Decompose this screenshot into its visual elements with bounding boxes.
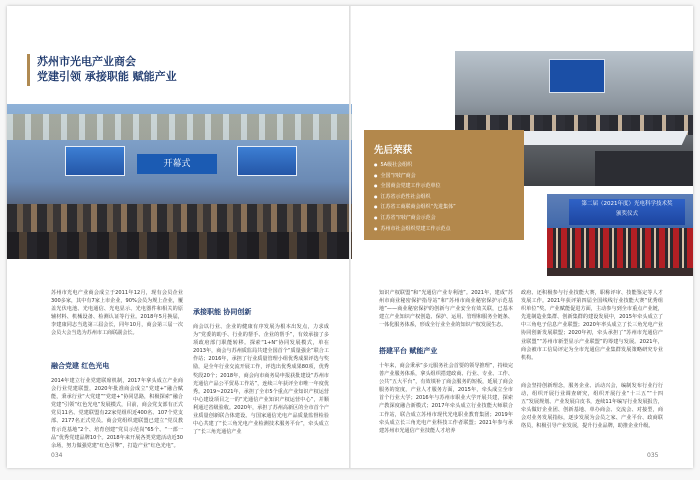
meeting-screen xyxy=(549,59,605,93)
ip-paragraph: 知识产权联盟”和“光通信产业专利池”。2021年，建成“苏州市商业秘密保护指导站”和“苏州市商业秘密保护示范基地”——商业秘密保护的创新与产业安全有效关联，已基本建立产业知识产权创造、保护、运用、管理和服务全链条、一体化服务体系，形成全行业全业的知识产权发展生态。 xyxy=(379,290,513,329)
innovation-paragraph: 商会坚持创新理念，服务企业、活动兴会，编制发布行业行行动，组织开展行业调查研究，组织开展行业“十三五”“十四五”发展规划、产业发展白皮书，连续11年编写行业发展报告，牵头做好企业团、创新基地、单办商会、交流会、对接型，商会对业务发展指标，逐步发展为会员之家、产业平台、政商联络员，积极引导产业发展，提升行业品牌，助推企业升级。 xyxy=(521,383,663,430)
honor-item: ● 全国商会党建工作示范单位 xyxy=(374,181,456,192)
title-accent-bar xyxy=(27,54,30,86)
award-banner-subtitle: 颁奖仪式 xyxy=(615,211,638,217)
article-title: 苏州市光电产业商会 xyxy=(37,55,136,68)
conference-photo xyxy=(7,104,352,259)
honors-list xyxy=(374,160,456,234)
article-subtitle: 党建引领 承接职能 赋能产业 xyxy=(37,70,177,83)
stage-banner: 开幕式 xyxy=(137,154,217,174)
page-number-right: 035 xyxy=(647,452,659,459)
honor-item: ● 5A级社会组织 xyxy=(374,160,456,171)
honor-item: ● 苏州市社会组织党建工作示范点 xyxy=(374,224,456,235)
section-heading-functions: 承接职能 协同创新 xyxy=(193,308,252,316)
functions-paragraph: 商会以行业、企业的健康有序发展为根本出发点，力求成为“党委的助手、行业的帮手、企业的帮手”，有效承接了多项政府部门职能转移。探索“1+N”协同发展模式，单在2013年，商会与苏州质监局共建全国首个“质量强企”联合工作站；2016年，承担了行业质量管理小组优秀成果评选与奖励，是全年行业交流开展工作，评选出优秀成果80项，优秀奖段20个；2018年，商会向市商务局申报获批建设“苏州市光通信产品公平贸易工作站”，连续三年获评全市唯一年度优秀。2019~2021年，承担了全市5个重点产业知识产权运营中心建设项目之一的“光通信产业知识产权运营中心”，并顺利通过省级验收。2020年，承担了苏州高新区的全市首个产业质量创新联合体建设。与国家通信光电产品质量监督检验中心共建了“长三角光电产业检测技术服务平台”，牵头成立了“长三角光通信产业 xyxy=(193,324,329,436)
page-gutter xyxy=(349,6,351,468)
award-banner-title: 第二届（2021年度）光电科学技术奖 xyxy=(581,201,673,207)
audience-front-row xyxy=(7,232,352,259)
honor-item: ● 江苏省“四好”商会示范会 xyxy=(374,213,456,224)
honor-item: ● 江苏省示范性社会组织 xyxy=(374,192,456,203)
award-stage-floor xyxy=(547,268,693,276)
magazine-spread xyxy=(7,6,693,468)
article-header xyxy=(7,44,352,108)
section-heading-party-building: 融合党建 红色光电 xyxy=(51,362,110,370)
page-number-left: 034 xyxy=(51,452,63,459)
section-heading-platforms: 搭建平台 赋能产业 xyxy=(379,347,438,355)
intro-paragraph: 苏州市光电产业商会成立于2011年12月，现有会员企业300多家，其中有7家上市企业，90%会员为规上企业，覆盖光伏电池、光电通信、光电显示、光电器件和相关的原辅材料、机械设备、检测认证等行业。2018年5月换届，李建康同志当选第三届会长，同年10月，商会第三届一次会员大会当选为苏州市工商联副会长。 xyxy=(51,290,183,337)
honors-box xyxy=(364,130,524,240)
award-winners xyxy=(547,228,693,268)
award-banner xyxy=(569,199,685,225)
meeting-foreground xyxy=(595,151,693,186)
stage-screen-left xyxy=(65,146,125,176)
platforms-paragraph: 十年来，商会秉承“多元服务社会首要的领导推理”，持续完善产业服务体系，拿头组织搭建政商、行业、专业、工作、公共“五大平台”，有效填补了商会服务的短板，延展了商会服务的宽度，产业人才服务方面，2015年，牵头成立全市首个行业大学；2016年与苏州市职业大学开展共建，探索产教深度融合新模式；2017年牵头成立行业技能大师联合工作站，联合成立苏州市现代光电职业教育集团；2019年牵头成立长三角光电产业科技工作者联盟；2021年参与承建苏州市光通信产业技能人才培养 xyxy=(379,363,513,434)
party-building-paragraph: 2014年建立行业党建联席机制，2017年拿头成立产业商会行业党建联盟，2020年批准商会成立“党建+”融合赋能，秉承行业“大党建”“党建+”协同思路，积极探索“融合党建”引领“红色光电”发展模式，目前，商会党支部有正式党员11名、党建联盟有22家党组织近400名、107个党支部、2177名正式党员。商会党组织建联盟已建立“党员教育示范基地”2个、培育创建“党员示范岗”65个、“一部一品”优秀党建品牌10个。2018年来开展各类党建活动近30余场，努力做强党建“红色引擎”，打造产业“红色光电”。 xyxy=(51,378,183,449)
stage-screen-right xyxy=(237,146,297,176)
award-ceremony-photo xyxy=(547,194,693,276)
honors-title: 先后荣获 xyxy=(374,145,413,156)
talent-paragraph: 政府、还积极参与行业技能大赛，职称评审、技能鉴定等人才发展工作。2021年获评第四届全国线线行业技能大赛“优秀组织单位”奖。产业赋能促进方面，主动参与到全市重点产业链，先进制造业集群、创新集群的建设发展中，2015年牵头成立了中三角电子信息产业联盟；2020年率头成立了长三角光电产业协同创新发展联盟；2020年初，牵头承担了“苏州市光通信产业联盟”“苏州市新型显示产业联盟”的筹建与发展。2021年，商会被市工信局评定为全市光通信产业集群发展策略研究专业机构。 xyxy=(521,290,663,361)
honor-item: ● 全国“四好”商会 xyxy=(374,171,456,182)
stage-lights xyxy=(7,114,352,140)
honor-item: ● 江苏省工商联商会组织“先进集体” xyxy=(374,202,456,213)
